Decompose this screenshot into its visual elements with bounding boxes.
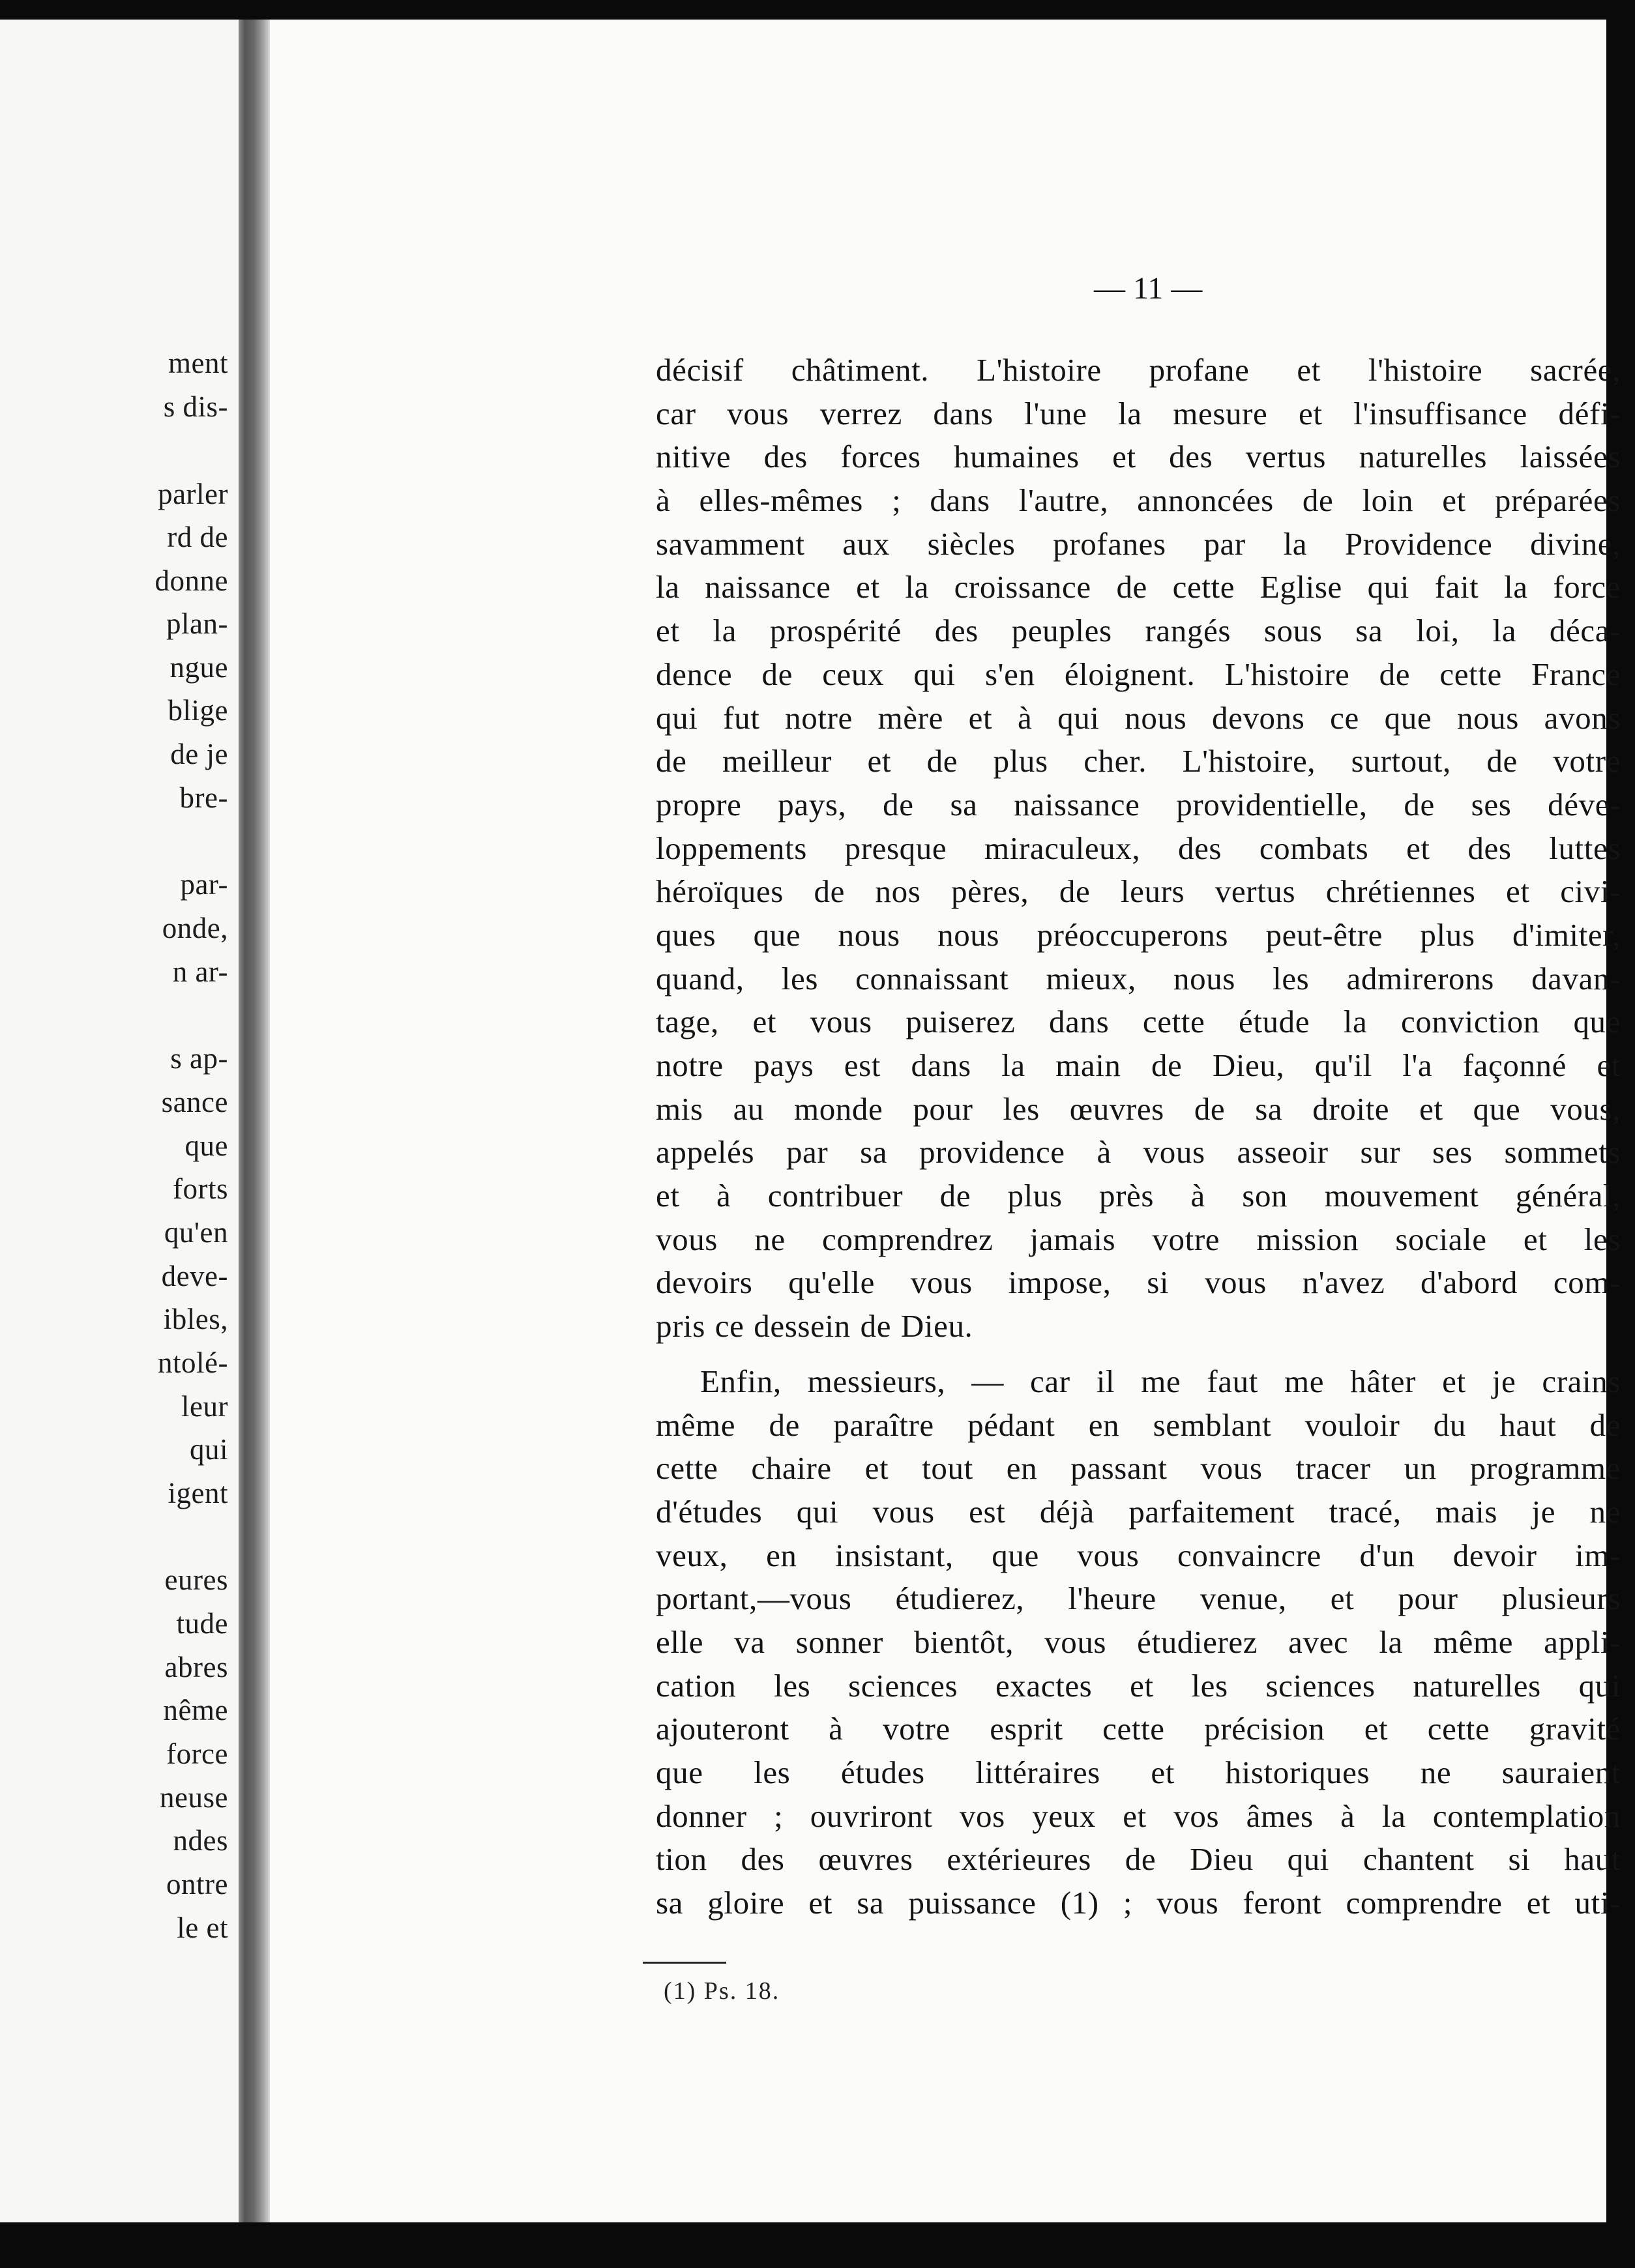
facing-page-text-fragment: ontre (166, 1868, 228, 1900)
facing-page-text-fragment: ment (168, 347, 228, 379)
text-line: décisif châtiment. L'histoire profane et l'histoire sacrée, (656, 352, 1621, 388)
text-line: ques que nous nous préoccuperons peut-être plus d'imiter, (656, 916, 1621, 953)
facing-page-text-fragment: ntolé- (158, 1346, 228, 1379)
text-line: sa gloire et sa puissance (1) ; vous feront comprendre et uti- (656, 1885, 1621, 1921)
facing-page-text-fragment: n ar- (172, 955, 228, 988)
book-page (270, 20, 1621, 2222)
text-line: donner ; ouvriront vos yeux et vos âmes à la contemplation (656, 1797, 1621, 1834)
facing-page-text-fragment: ibles, (163, 1303, 228, 1335)
facing-page-text-fragment: plan- (166, 607, 228, 640)
text-line: notre pays est dans la main de Dieu, qu'il l'a façonné et (656, 1047, 1621, 1083)
text-line: savamment aux siècles profanes par la Providence divine, (656, 525, 1621, 562)
text-line: pris ce dessein de Dieu. (656, 1308, 973, 1345)
facing-page-edge (0, 20, 239, 2222)
text-line: cette chaire et tout en passant vous tracer un programme (656, 1450, 1621, 1487)
facing-page-text-fragment: le et (177, 1912, 228, 1944)
text-line: tion des œuvres extérieures de Dieu qui chantent si haut (656, 1841, 1621, 1878)
facing-page-text-fragment: force (166, 1737, 228, 1770)
body-text (656, 349, 1621, 1925)
text-line: et à contribuer de plus près à son mouvement général, (656, 1178, 1621, 1214)
text-line: portant,—vous étudierez, l'heure venue, et pour plusieurs (656, 1580, 1621, 1617)
text-line: Enfin, messieurs, — car il me faut me hâter et je crains (700, 1363, 1621, 1399)
text-line: vous ne comprendrez jamais votre mission sociale et les (656, 1221, 1621, 1257)
facing-page-text-fragment: igent (168, 1477, 228, 1509)
facing-page-text-fragment: ngue (169, 651, 228, 684)
facing-page-text-fragment: ndes (173, 1824, 228, 1857)
facing-page-text-fragment: qu'en (164, 1216, 228, 1249)
text-line: nitive des forces humaines et des vertus naturelles laissées (656, 439, 1621, 475)
text-line: quand, les connaissant mieux, nous les admirerons davan- (656, 960, 1621, 996)
text-line: appelés par sa providence à vous asseoir sur ses sommets (656, 1134, 1621, 1170)
text-line: propre pays, de sa naissance providentielle, de ses déve- (656, 786, 1621, 822)
facing-page-text-fragment: rd de (167, 521, 228, 553)
text-line: dence de ceux qui s'en éloignent. L'histoire de cette France (656, 656, 1621, 692)
footnote-rule (643, 1962, 726, 1964)
text-line: mis au monde pour les œuvres de sa droite et que vous, (656, 1090, 1621, 1127)
paragraph-gap (656, 1348, 1621, 1360)
facing-page-text-fragment: tude (176, 1607, 228, 1640)
facing-page-text-fragment: abres (164, 1651, 228, 1683)
text-line: la naissance et la croissance de cette Eglise qui fait la force (656, 569, 1621, 605)
text-line: d'études qui vous est déjà parfaitement tracé, mais je ne (656, 1493, 1621, 1530)
facing-page-text-fragment: nême (163, 1694, 228, 1726)
text-line: à elles-mêmes ; dans l'autre, annoncées de loin et préparées (656, 482, 1621, 519)
facing-page-text-fragment: deve- (161, 1260, 228, 1292)
facing-page-text-fragment: parler (158, 478, 228, 510)
facing-page-text-fragment: forts (173, 1172, 228, 1205)
facing-page-text-fragment: s ap- (170, 1042, 228, 1075)
facing-page-text-fragment: sance (161, 1086, 228, 1118)
text-line: de meilleur et de plus cher. L'histoire, surtout, de votre (656, 743, 1621, 779)
facing-page-text-fragment: de je (170, 738, 228, 770)
text-line: devoirs qu'elle vous impose, si vous n'avez d'abord com- (656, 1264, 1621, 1301)
facing-page-text-fragment: onde, (162, 912, 228, 944)
facing-page-text-fragment: eures (164, 1563, 228, 1596)
text-line: et la prospérité des peuples rangés sous sa loi, la déca- (656, 613, 1621, 649)
footnote: (1) Ps. 18. (664, 1977, 780, 2005)
facing-page-text-fragment: par- (180, 868, 228, 901)
text-line: car vous verrez dans l'une la mesure et l'insuffisance défi- (656, 395, 1621, 431)
facing-page-text-fragment: bre- (179, 781, 228, 814)
text-line: loppements presque miraculeux, des combats et des luttes (656, 830, 1621, 866)
text-line: tage, et vous puiserez dans cette étude la conviction que (656, 1004, 1621, 1040)
text-line: que les études littéraires et historiques ne sauraient (656, 1754, 1621, 1790)
text-line: même de paraître pédant en semblant vouloir du haut de (656, 1406, 1621, 1443)
facing-page-text-fragment: que (184, 1129, 228, 1162)
facing-page-text-fragment: s dis- (163, 390, 228, 423)
text-line: cation les sciences exactes et les sciences naturelles qui (656, 1667, 1621, 1704)
page-number: — 11 — (1094, 271, 1203, 306)
book-gutter (239, 20, 270, 2222)
text-line: qui fut notre mère et à qui nous devons ce que nous avons (656, 699, 1621, 736)
facing-page-text-fragment: qui (189, 1433, 228, 1466)
text-line: elle va sonner bientôt, vous étudierez avec la même appli- (656, 1623, 1621, 1660)
facing-page-text-fragment: donne (155, 564, 228, 597)
text-line: veux, en insistant, que vous convaincre d'un devoir im- (656, 1537, 1621, 1573)
facing-page-text-fragment: blige (168, 694, 228, 727)
text-line: ajouteront à votre esprit cette précision et cette gravité (656, 1711, 1621, 1747)
facing-page-text-fragment: neuse (160, 1781, 228, 1814)
facing-page-text-fragment: leur (181, 1390, 228, 1423)
text-line: héroïques de nos pères, de leurs vertus chrétiennes et civi- (656, 873, 1621, 910)
